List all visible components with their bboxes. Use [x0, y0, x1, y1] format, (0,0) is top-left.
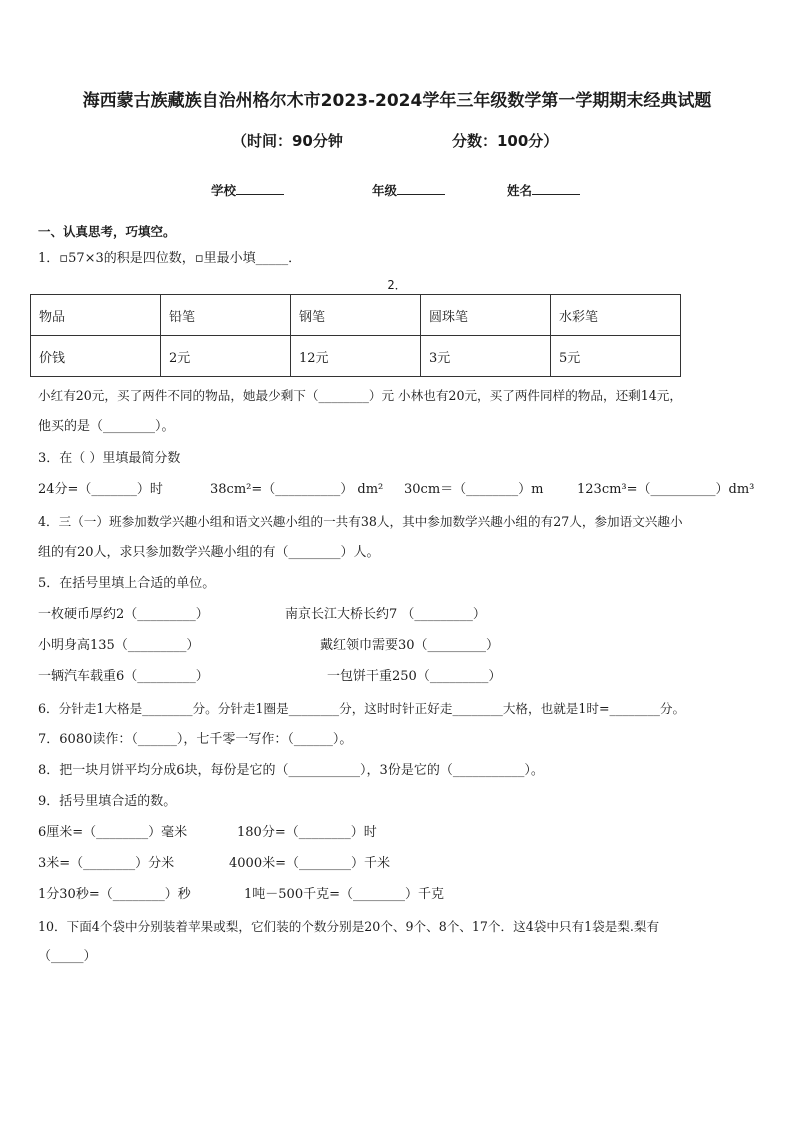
question-4-line-2: 组的有20人，求只参加数学兴趣小组的有（________）人。: [38, 545, 380, 560]
section-heading: 一、认真思考，巧填空。: [38, 224, 176, 239]
table-cell: 钢笔: [291, 295, 421, 336]
question-5-f: 一包饼干重250（_________）: [327, 669, 502, 684]
table-cell: 5元: [551, 336, 681, 377]
question-5-e: 一辆汽车载重6（_________）: [38, 669, 209, 684]
grade-field: [372, 181, 445, 199]
question-9-e: 1分30秒=（________）秒: [38, 887, 191, 902]
exam-title: 海西蒙古族藏族自治州格尔木市2023-2024学年三年级数学第一学期期末经典试题: [82, 91, 712, 111]
question-2-line-1: 小红有20元，买了两件不同的物品，她最少剩下（________）元 小林也有20元，买了两件同样的物品，还剩14元，: [38, 388, 682, 403]
table-row: [31, 336, 681, 377]
table-cell: 价钱: [31, 336, 161, 377]
question-1: 1．▫57×3的积是四位数，▫里最小填_____．: [38, 251, 302, 266]
question-4-line-1: 4．三（一）班参加数学兴趣小组和语文兴趣小组的一共有38人，其中参加数学兴趣小组的有27人，参加语文兴趣小: [38, 514, 683, 529]
school-field: [211, 181, 284, 199]
question-3-stem: 3．在（ ）里填最简分数: [38, 451, 181, 466]
table-cell: 圆珠笔: [421, 295, 551, 336]
question-2-line-2: 他买的是（________）。: [38, 419, 175, 434]
table-cell: 物品: [31, 295, 161, 336]
question-3-c: 30cm＝（________）m: [404, 482, 544, 497]
exam-time: （时间：90分钟: [232, 132, 343, 150]
question-3-b: 38cm²=（__________） dm²: [210, 482, 384, 497]
question-6: 6．分针走1大格是________分。分针走1圈是________分，这时时针正好走________大格，也就是1时=________分。: [38, 701, 686, 716]
grade-label: 年级: [372, 183, 398, 198]
question-9-b: 180分=（________）时: [237, 825, 377, 840]
question-10-line-1: 10．下面4个袋中分别装着苹果或梨，它们装的个数分别是20个、9个、8个、17个．这4袋中只有1袋是梨.梨有: [38, 919, 660, 934]
name-label: 姓名: [507, 183, 533, 198]
price-table: [30, 294, 681, 377]
question-9-a: 6厘米=（________）毫米: [38, 825, 188, 840]
table-header-row: [31, 295, 681, 336]
question-3-d: 123cm³=（__________）dm³: [577, 482, 755, 497]
table-cell: 水彩笔: [551, 295, 681, 336]
question-9-f: 1吨－500千克=（________）千克: [244, 887, 444, 902]
exam-score: 分数：100分）: [452, 132, 559, 150]
grade-blank[interactable]: [397, 182, 445, 195]
name-field: [507, 181, 580, 199]
question-9-stem: 9．括号里填合适的数。: [38, 794, 177, 809]
question-10-line-2: （_____）: [38, 949, 97, 964]
table-cell: 12元: [291, 336, 421, 377]
name-blank[interactable]: [532, 182, 580, 195]
question-8: 8．把一块月饼平均分成6块，每份是它的（___________），3份是它的（___________）。: [38, 763, 544, 778]
question-5-b: 南京长江大桥长约7 （_________）: [285, 607, 486, 622]
school-label: 学校: [211, 183, 237, 198]
question-5-d: 戴红领巾需要30（_________）: [320, 638, 500, 653]
question-5-stem: 5．在括号里填上合适的单位。: [38, 576, 216, 591]
question-3-a: 24分=（_______）时: [38, 482, 163, 497]
question-2-number: 2．: [387, 278, 407, 292]
question-9-c: 3米=（________）分米: [38, 856, 175, 871]
table-cell: 2元: [161, 336, 291, 377]
question-7: 7．6080读作：（______），七千零一写作：（______）。: [38, 732, 353, 747]
table-cell: 3元: [421, 336, 551, 377]
question-9-d: 4000米=（________）千米: [229, 856, 390, 871]
school-blank[interactable]: [236, 182, 284, 195]
table-cell: 铅笔: [161, 295, 291, 336]
question-5-c: 小明身高135（_________）: [38, 638, 200, 653]
question-5-a: 一枚硬币厚约2（_________）: [38, 607, 209, 622]
